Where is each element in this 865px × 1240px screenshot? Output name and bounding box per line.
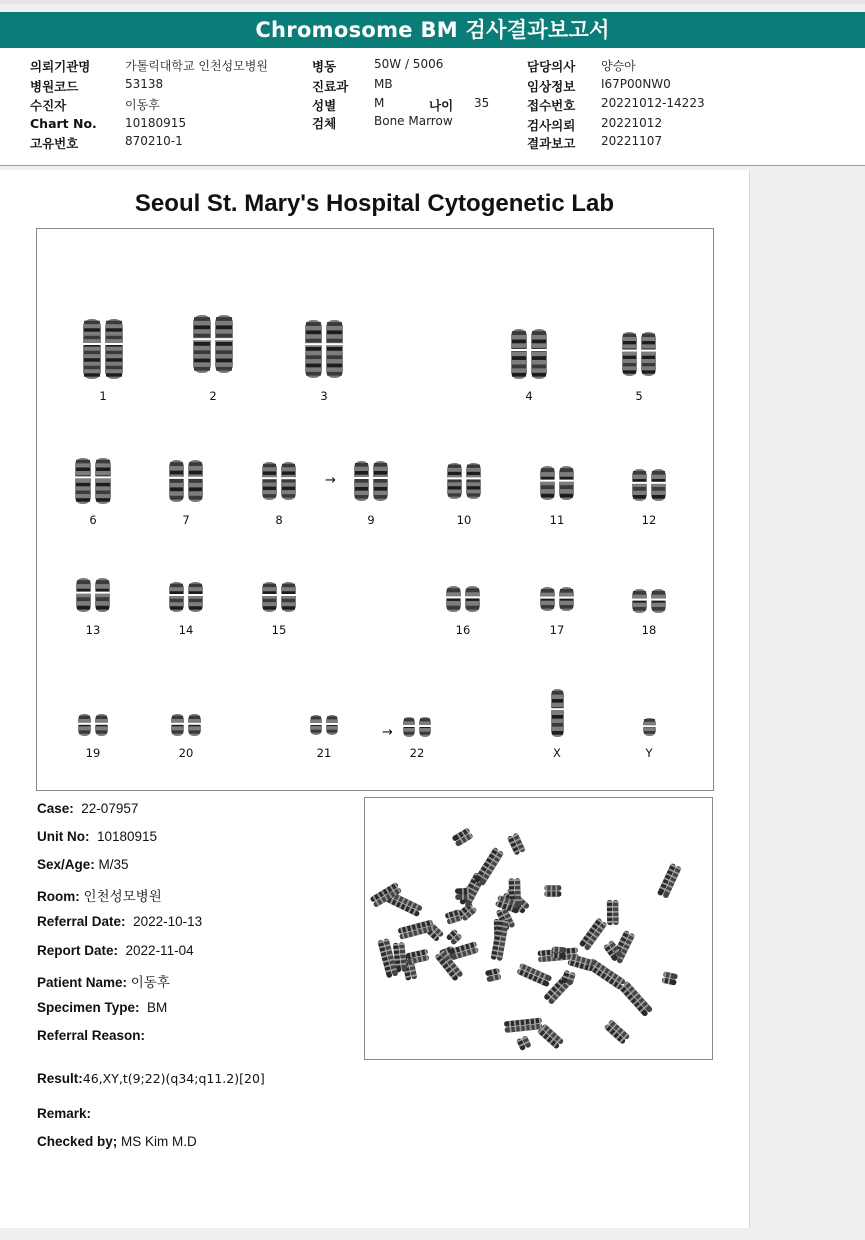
result-field: [37, 1071, 265, 1086]
report-title: Chromosome BM 검사결과보고서: [255, 18, 610, 42]
unit-no-value: 10180915: [97, 829, 158, 844]
chromosome-label-22: 22: [409, 746, 425, 760]
report-title-bar: [0, 12, 865, 48]
header-value-clinical-info: I67P00NW0: [601, 77, 671, 91]
chromosome-label-Y: Y: [645, 746, 653, 760]
chromosome-label-6: 6: [89, 513, 97, 527]
chromosome-20: [168, 712, 204, 738]
chromosome-label-2: 2: [209, 389, 217, 403]
unit-no-label: Unit No:: [37, 829, 90, 844]
specimen-type-value: BM: [147, 1000, 168, 1015]
unit-no-field: [37, 829, 157, 844]
sex-age-value: M/35: [98, 857, 129, 872]
result-label: Result:: [37, 1071, 83, 1086]
arrow-chr22-icon: →: [382, 725, 393, 740]
referral-date-value: 2022-10-13: [133, 914, 203, 929]
header-value-institution: 가톨릭대학교 인천성모병원: [125, 59, 268, 73]
referral-reason-label: Referral Reason:: [37, 1028, 146, 1043]
chromosome-4: [508, 327, 550, 381]
chromosome-6: [72, 456, 114, 506]
arrow-chr9-icon: →: [325, 473, 336, 488]
referral-reason-field: [37, 1028, 145, 1043]
header-value-patient: 이동후: [125, 98, 160, 112]
header-label-clinical-info: 임상정보: [527, 79, 576, 94]
remark-field: [37, 1106, 91, 1121]
chromosome-17: [537, 585, 577, 613]
header-label-hospital-code: 병원코드: [30, 79, 79, 94]
chromosome-label-9: 9: [367, 513, 375, 527]
chromosome-22: [400, 715, 434, 739]
chromosome-label-21: 21: [316, 746, 332, 760]
header-value-age: 35: [474, 96, 490, 110]
chromosome-9: [351, 459, 391, 503]
chromosome-X: [548, 687, 567, 739]
referral-date-label: Referral Date:: [37, 914, 126, 929]
patient-name-field: [37, 971, 170, 991]
chromosome-16: [443, 584, 483, 614]
patient-name-label: Patient Name:: [37, 975, 128, 990]
chromosome-label-19: 19: [85, 746, 101, 760]
room-field: [37, 885, 162, 905]
chromosome-1: [80, 317, 126, 381]
chromosome-19: [75, 712, 111, 738]
chromosome-label-8: 8: [275, 513, 283, 527]
chromosome-5: [619, 330, 659, 378]
header-label-patient: 수진자: [30, 98, 67, 113]
header-value-department: MB: [374, 77, 393, 91]
chromosome-13: [73, 576, 113, 614]
chromosome-2: [190, 313, 236, 375]
header-label-department: 진료과: [312, 79, 349, 94]
chromosome-label-3: 3: [320, 389, 328, 403]
chromosome-label-10: 10: [456, 513, 472, 527]
chromosome-label-X: X: [553, 746, 561, 760]
report-date-label: Report Date:: [37, 943, 119, 958]
chromosome-label-12: 12: [641, 513, 657, 527]
sex-age-label: Sex/Age:: [37, 857, 95, 872]
chromosome-label-5: 5: [635, 389, 643, 403]
specimen-type-label: Specimen Type:: [37, 1000, 140, 1015]
case-label: Case:: [37, 801, 74, 816]
chromosome-label-13: 13: [85, 623, 101, 637]
header-value-accession-no: 20221012-14223: [601, 96, 705, 110]
header-value-hospital-code: 53138: [125, 77, 164, 91]
header-label-report-date: 결과보고: [527, 136, 576, 151]
metaphase-image: [364, 797, 713, 1060]
specimen-type-field: [37, 1000, 167, 1015]
case-value: 22-07957: [81, 801, 139, 816]
header-label-request-date: 검사의뢰: [527, 118, 576, 133]
result-value: 46,XY,t(9;22)(q34;q11.2)[20]: [82, 1071, 265, 1086]
chromosome-18: [629, 587, 669, 615]
report-page: [0, 170, 750, 1228]
chromosome-label-20: 20: [178, 746, 194, 760]
chromosome-label-18: 18: [641, 623, 657, 637]
remark-label: Remark:: [37, 1106, 92, 1121]
header-value-sex: M: [374, 96, 385, 110]
header-label-age: 나이: [429, 98, 454, 113]
header-label-unique-no: 고유번호: [30, 136, 79, 151]
header-label-ward: 병동: [312, 59, 337, 74]
chromosome-11: [537, 464, 577, 502]
header-label-chart-no: Chart No.: [30, 116, 97, 131]
chromosome-label-17: 17: [549, 623, 565, 637]
chromosome-label-11: 11: [549, 513, 565, 527]
chromosome-label-1: 1: [99, 389, 107, 403]
case-field: [37, 801, 138, 816]
header-panel: [0, 48, 865, 166]
header-label-specimen: 검체: [312, 116, 337, 131]
room-label: Room:: [37, 889, 80, 904]
referral-date-field: [37, 914, 202, 929]
checked-by-field: [37, 1134, 197, 1149]
report-date-field: [37, 943, 194, 958]
chromosome-label-4: 4: [525, 389, 533, 403]
header-value-report-date: 20221107: [601, 134, 663, 148]
chromosome-3: [302, 318, 346, 380]
checked-by-value: MS Kim M.D: [121, 1134, 197, 1149]
header-value-physician: 양승아: [601, 59, 636, 73]
patient-name-value: 이동후: [130, 975, 170, 990]
header-label-sex: 성별: [312, 98, 337, 113]
chromosome-label-15: 15: [271, 623, 287, 637]
karyogram-panel: [36, 228, 714, 791]
report-date-value: 2022-11-04: [125, 943, 194, 958]
room-value: 인천성모병원: [83, 889, 162, 904]
metaphase-spread-graphic: [365, 798, 712, 1059]
chromosome-15: [259, 580, 299, 614]
bottom-band: [0, 1228, 865, 1240]
sex-age-field: [37, 857, 129, 872]
header-label-institution: 의뢰기관명: [30, 59, 91, 74]
header-value-ward: 50W / 5006: [374, 57, 444, 71]
top-band: [0, 0, 865, 4]
header-label-physician: 담당의사: [527, 59, 576, 74]
chromosome-10: [444, 461, 484, 501]
header-value-chart-no: 10180915: [125, 116, 187, 130]
chromosome-8: [259, 460, 299, 502]
chromosome-label-16: 16: [455, 623, 471, 637]
chromosome-7: [166, 458, 206, 504]
lab-title: Seoul St. Mary's Hospital Cytogenetic Lab: [134, 190, 615, 217]
header-value-unique-no: 870210-1: [125, 134, 183, 148]
header-value-request-date: 20221012: [601, 116, 663, 130]
chromosome-21: [307, 713, 341, 737]
checked-by-label: Checked by;: [37, 1134, 118, 1149]
chromosome-label-7: 7: [182, 513, 190, 527]
chromosome-14: [166, 580, 206, 614]
chromosome-label-14: 14: [178, 623, 194, 637]
chromosome-12: [629, 467, 669, 503]
chromosome-Y: [640, 716, 659, 738]
header-value-specimen: Bone Marrow: [374, 114, 453, 128]
header-label-accession-no: 접수번호: [527, 98, 576, 113]
